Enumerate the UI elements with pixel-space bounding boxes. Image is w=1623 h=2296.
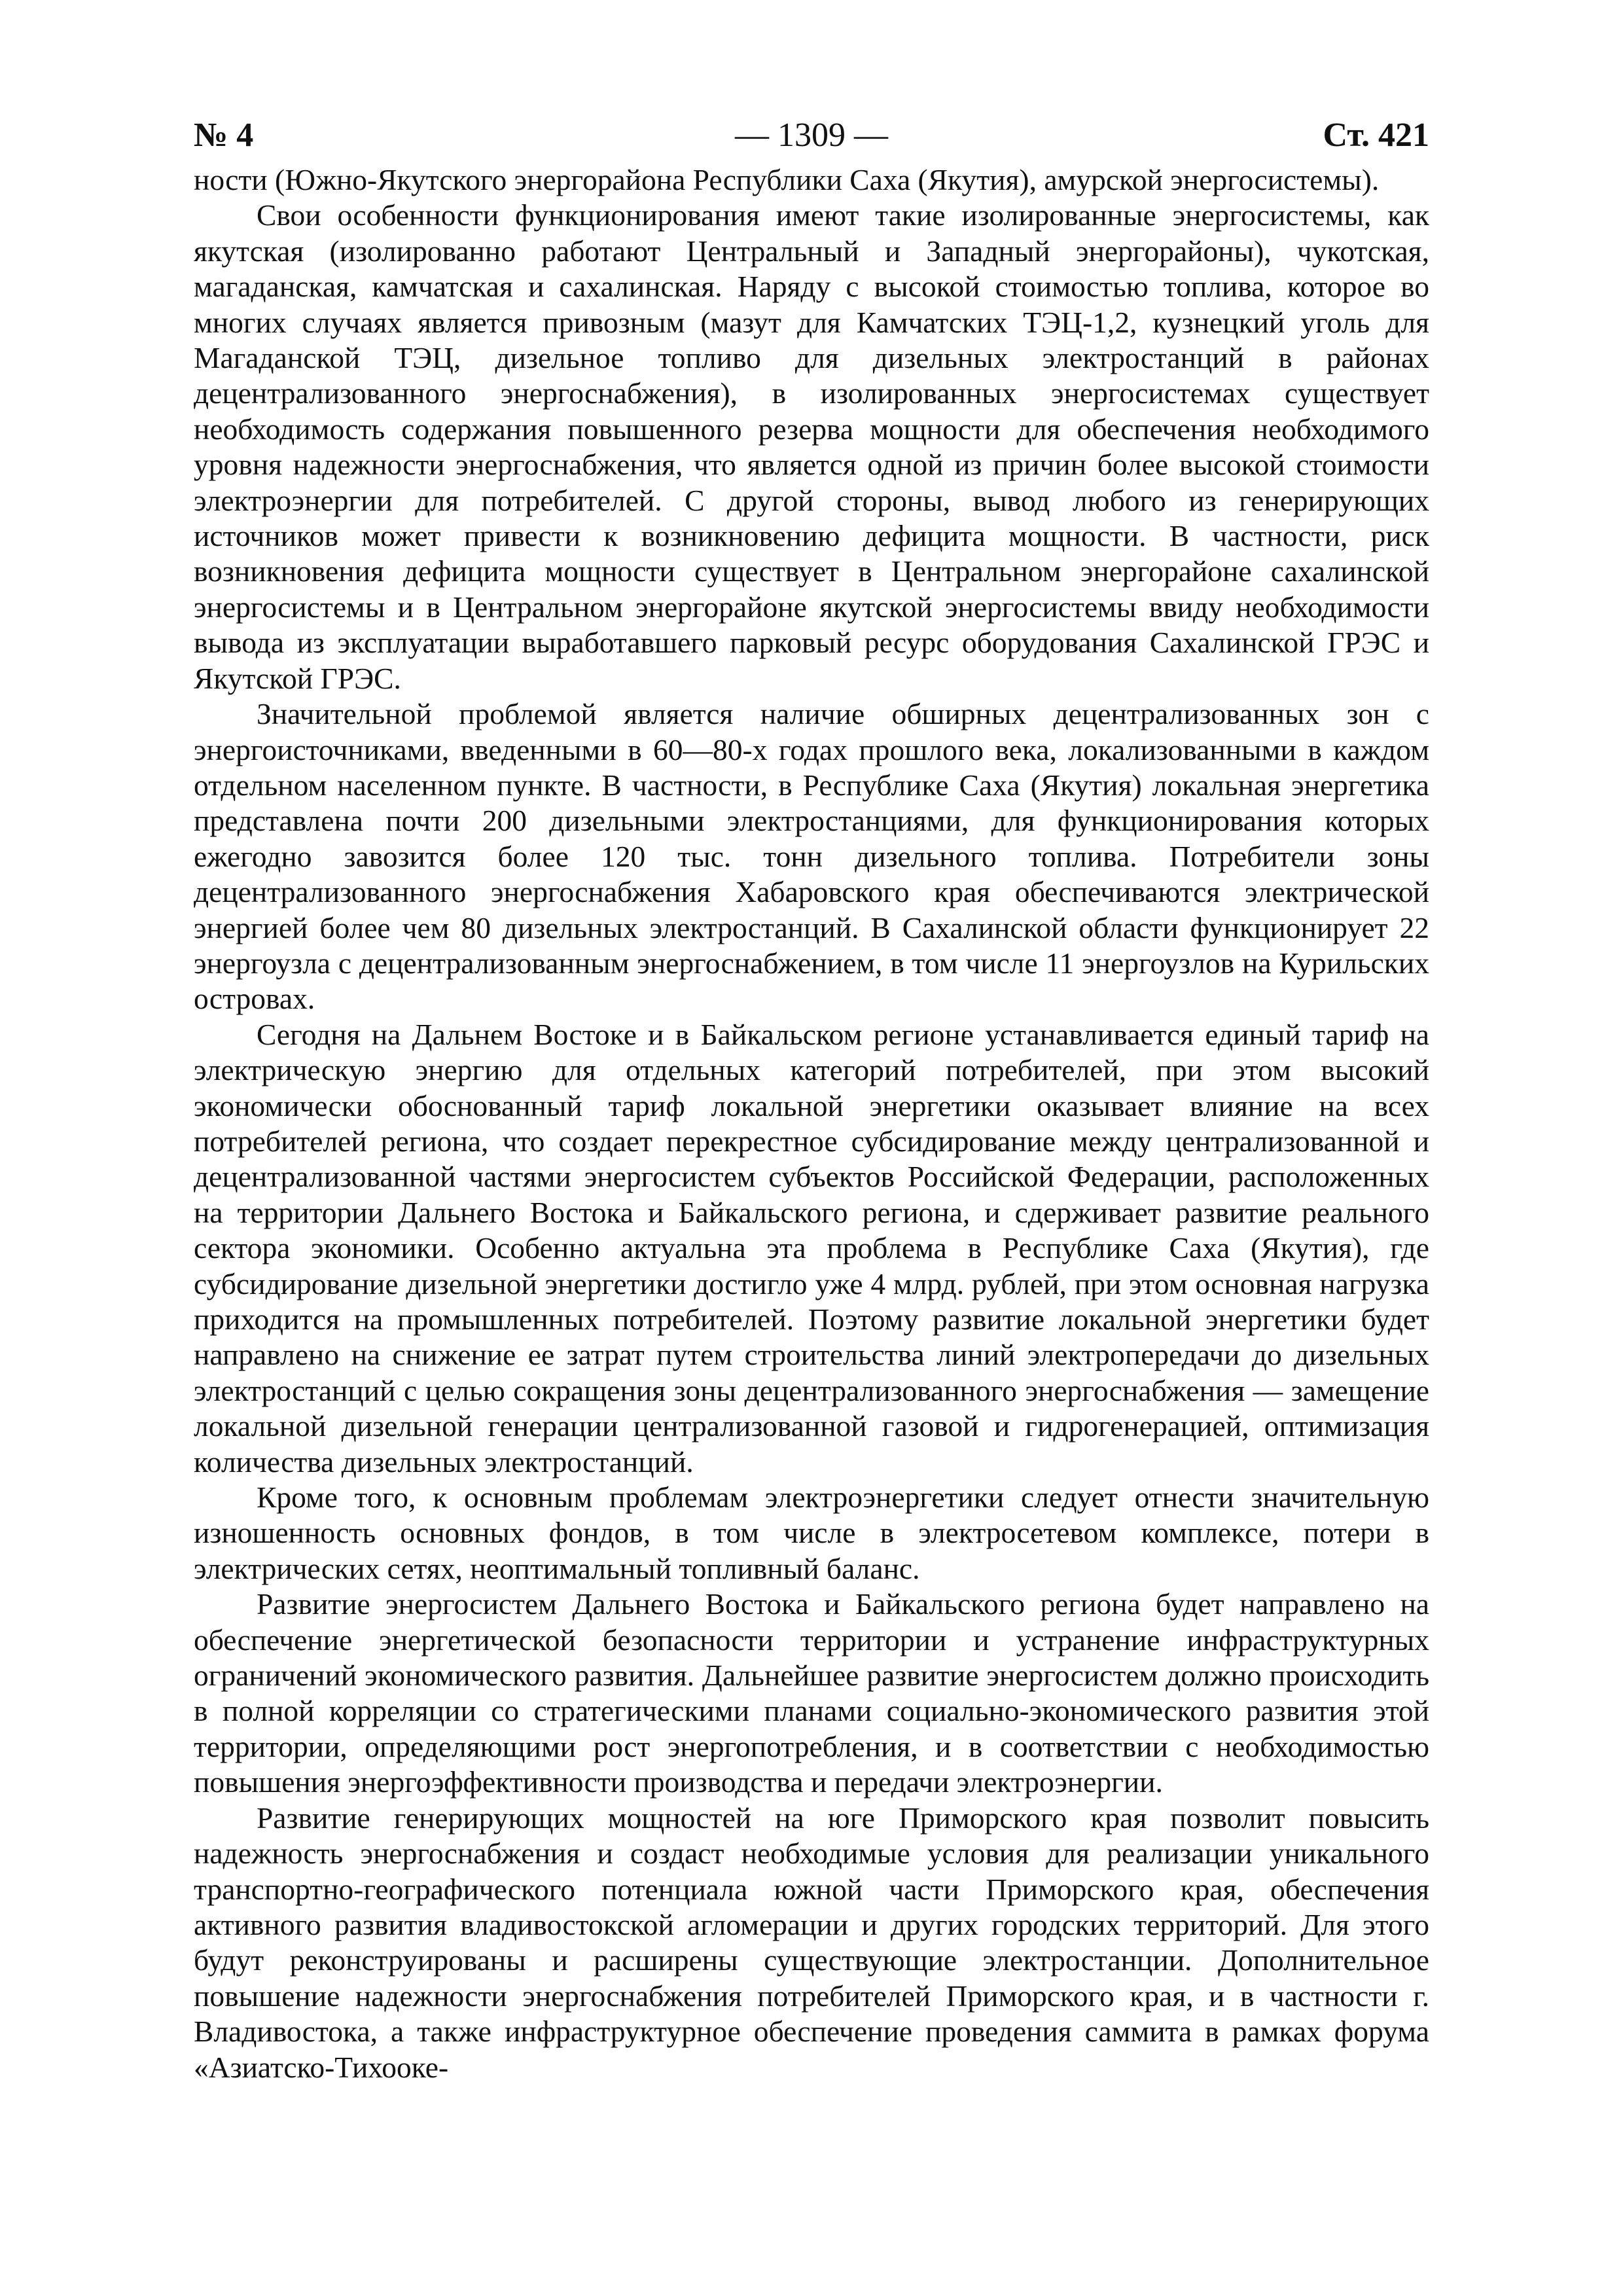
paragraph: Развитие генерирующих мощностей на юге Приморского края позволит повысить надежность энергоснабжения и создаст необходимые условия для реализации уникального транспортно-географического потенциала южной части Приморского края, обеспечения активного развития владивостокской агломерации и других городских территорий. Для этого будут реконструированы и расширены существующие электростанции. Дополнительное повышение надежности энергоснабжения потребителей Приморского края, и в частности г. Владивостока, а также инфраструктурное обеспечение проведения саммита в рамках форума «Азиатско-Тихооке- (194, 1801, 1429, 2084)
page-number: — 1309 — (735, 117, 888, 154)
issue-number: № 4 (194, 117, 254, 154)
page-header (194, 111, 1429, 160)
paragraph: Развитие энергосистем Дальнего Востока и Байкальского региона будет направлено на обеспечение энергетической безопасности территории и устранение инфраструктурных ограничений экономического развития. Дальнейшее развитие энергосистем должно происходить в полной корреляции со стратегическими планами социально-экономического развития этой территории, определяющими рост энергопотребления, и в соответствии с необходимостью повышения энергоэффективности производства и передачи электроэнергии. (194, 1587, 1429, 1799)
article-number: Ст. 421 (1323, 117, 1429, 154)
paragraph: Кроме того, к основным проблемам электроэнергетики следует отнести значительную изношенность основных фондов, в том числе в электросетевом комплексе, потери в электрических сетях, неоптимальный топливный баланс. (194, 1480, 1429, 1585)
paragraph: Значительной проблемой является наличие обширных децентрализованных зон с энергоисточниками, введенными в 60—80-х годах прошлого века, локализованными в каждом отдельном населенном пункте. В частности, в Республике Саха (Якутия) локальная энергетика представлена почти 200 дизельными электростанциями, для функционирования которых ежегодно завозится более 120 тыс. тонн дизельного топлива. Потребители зоны децентрализованного энергоснабжения Хабаровского края обеспечиваются электрической энергией более чем 80 дизельных электростанций. В Сахалинской области функционирует 22 энергоузла с децентрализованным энергоснабжением, в том числе 11 энергоузлов на Курильских островах. (194, 697, 1429, 1016)
body-text (194, 162, 1429, 2085)
paragraph: Сегодня на Дальнем Востоке и в Байкальском регионе устанавливается единый тариф на электрическую энергию для отдельных категорий потребителей, при этом высокий экономически обоснованный тариф локальной энергетики оказывает влияние на всех потребителей региона, что создает перекрестное субсидирование между централизованной и децентрализованной частями энергосистем субъектов Российской Федерации, расположенных на территории Дальнего Востока и Байкальского региона, и сдерживает развитие реального сектора экономики. Особенно актуальна эта проблема в Республике Саха (Якутия), где субсидирование дизельной энергетики достигло уже 4 млрд. рублей, при этом основная нагрузка приходится на промышленных потребителей. Поэтому развитие локальной энергетики будет направлено на снижение ее затрат путем строительства линий электропередачи до дизельных электростанций с целью сокращения зоны децентрализованного энергоснабжения — замещение локальной дизельной генерации централизованной газовой и гидрогенерацией, оптимизация количества дизельных электростанций. (194, 1017, 1429, 1479)
paragraph-continuation: ности (Южно-Якутского энергорайона Республики Саха (Якутия), амурской энергосистемы). (194, 163, 1380, 196)
document-page (194, 111, 1429, 2206)
paragraph: Свои особенности функционирования имеют такие изолированные энергосистемы, как якутская (изолированно работают Центральный и Западный энергорайоны), чукотская, магаданская, камчатская и сахалинская. Наряду с высокой стоимостью топлива, которое во многих случаях является привозным (мазут для Камчатских ТЭЦ-1,2, кузнецкий уголь для Магаданской ТЭЦ, дизельное топливо для дизельных электростанций в районах децентрализованного энергоснабжения), в изолированных энергосистемах существует необходимость содержания повышенного резерва мощности для обеспечения необходимого уровня надежности энергоснабжения, что является одной из причин более высокой стоимости электроэнергии для потребителей. С другой стороны, вывод любого из генерирующих источников может привести к возникновению дефицита мощности. В частности, риск возникновения дефицита мощности существует в Центральном энергорайоне сахалинской энергосистемы и в Центральном энергорайоне якутской энергосистемы ввиду необходимости вывода из эксплуатации выработавшего парковый ресурс оборудования Сахалинской ГРЭС и Якутской ГРЭС. (194, 198, 1429, 695)
